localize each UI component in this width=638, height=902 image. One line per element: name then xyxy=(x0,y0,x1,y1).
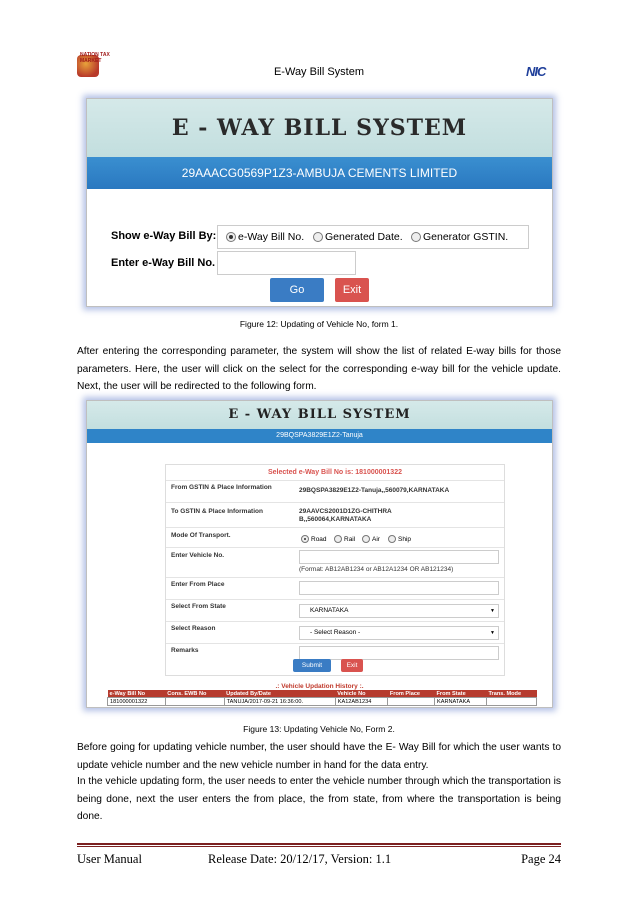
exit-button[interactable]: Exit xyxy=(341,659,363,672)
radio-rail[interactable]: Rail xyxy=(334,535,355,543)
table-cell: KARNATAKA xyxy=(435,698,487,706)
show-by-radio-group xyxy=(217,225,529,249)
table-row xyxy=(108,698,537,706)
column-header: e-Way Bill No xyxy=(108,690,166,698)
table-cell: KA12AB1234 xyxy=(335,698,388,706)
radio-generated-date[interactable]: Generated Date. xyxy=(313,231,403,243)
enter-ewaybill-label: Enter e-Way Bill No. xyxy=(111,257,216,269)
app-title: E - WAY BILL SYSTEM xyxy=(171,115,468,141)
radio-selected-icon xyxy=(226,232,236,242)
radio-icon xyxy=(334,535,342,543)
footer-release: Release Date: 20/12/17, Version: 1.1 xyxy=(208,852,392,866)
footer-manual: User Manual xyxy=(77,852,142,866)
radio-icon xyxy=(313,232,323,242)
mode-label: Mode Of Transport. xyxy=(171,532,231,539)
app-banner xyxy=(87,401,552,429)
reason-row xyxy=(166,621,504,642)
radio-ewaybill-no[interactable]: e-Way Bill No. xyxy=(226,231,304,243)
reason-select[interactable] xyxy=(299,626,499,640)
from-state-value: KARNATAKA xyxy=(310,607,349,614)
dropdown-arrow-icon: ▼ xyxy=(490,608,495,614)
reason-value: - Select Reason - xyxy=(310,629,361,636)
table-cell: 181000001322 xyxy=(108,698,166,706)
screenshot-form-2 xyxy=(86,400,553,708)
vehicle-row xyxy=(166,547,504,576)
from-state-label: Select From State xyxy=(171,603,226,610)
gstin-bar: 29BQSPA3829E1Z2-Tanuja xyxy=(87,429,552,443)
from-label: From GSTIN & Place Information xyxy=(171,484,272,491)
paragraph-1: After entering the corresponding parameter, the system will show the list of related E-way bills for those parameters. Here, the user will click on the select for the corresponding e-way bill for the vehicle update. Next, the user will be redirected to the following form. xyxy=(77,346,561,392)
footer-divider xyxy=(77,843,561,845)
from-place-label: Enter From Place xyxy=(171,581,225,588)
radio-selected-icon xyxy=(301,535,309,543)
radio-road[interactable]: Road xyxy=(301,535,327,543)
table-cell: TANUJA/2017-09-21 16:36:00. xyxy=(224,698,335,706)
mode-row xyxy=(166,527,504,546)
table-cell xyxy=(486,698,536,706)
history-title: .: Vehicle Updation History :. xyxy=(275,683,364,690)
radio-icon xyxy=(388,535,396,543)
column-header: Updated By/Date xyxy=(224,690,335,698)
table-cell xyxy=(165,698,224,706)
to-value-line2: B,,560064,KARNATAKA xyxy=(299,516,372,523)
table-header-row xyxy=(108,690,537,698)
remarks-input[interactable] xyxy=(299,646,499,660)
remarks-row xyxy=(166,643,504,666)
vehicle-format-hint: (Format: AB12AB1234 or AB12A1234 OR AB121234) xyxy=(299,566,454,573)
ewaybill-no-input[interactable] xyxy=(217,251,356,275)
from-place-row xyxy=(166,577,504,598)
figure-13-caption: Figure 13: Updating Vehicle No, Form 2. xyxy=(243,724,395,734)
show-by-label: Show e-Way Bill By: xyxy=(111,230,217,242)
column-header: Trans. Mode xyxy=(486,690,536,698)
radio-generator-gstin[interactable]: Generator GSTIN. xyxy=(411,231,508,243)
column-header: From Place xyxy=(388,690,435,698)
logo-text: NATION TAX MARKET xyxy=(80,52,110,64)
to-row xyxy=(166,502,504,525)
radio-ship[interactable]: Ship xyxy=(388,535,411,543)
to-value-line1: 29AAVCS2001D1ZG-CHITHRA xyxy=(299,508,392,515)
from-state-select[interactable] xyxy=(299,604,499,618)
radio-icon xyxy=(362,535,370,543)
app-banner xyxy=(87,99,552,157)
column-header: From State xyxy=(435,690,487,698)
column-header: Vehicle No xyxy=(335,690,388,698)
vehicle-label: Enter Vehicle No. xyxy=(171,552,225,559)
selected-ewaybill: Selected e-Way Bill No is: 181000001322 xyxy=(268,469,402,476)
from-state-row xyxy=(166,599,504,620)
dropdown-arrow-icon: ▼ xyxy=(490,630,495,636)
app-title: E - WAY BILL SYSTEM xyxy=(228,407,411,422)
gstin-bar: 29AAACG0569P1Z3-AMBUJA CEMENTS LIMITED xyxy=(87,157,552,189)
table-cell xyxy=(388,698,435,706)
remarks-label: Remarks xyxy=(171,647,199,654)
submit-button[interactable]: Submit xyxy=(293,659,331,672)
from-value: 29BQSPA3829E1Z2-Tanuja,,560079,KARNATAKA xyxy=(299,487,450,494)
vehicle-update-form xyxy=(165,464,505,676)
header-title: E-Way Bill System xyxy=(273,66,365,78)
radio-air[interactable]: Air xyxy=(362,535,380,543)
footer-page: Page 24 xyxy=(521,852,561,866)
from-row xyxy=(166,480,504,501)
screenshot-form-1 xyxy=(86,98,553,307)
column-header: Cons. EWB No xyxy=(165,690,224,698)
vehicle-history-table xyxy=(107,690,537,706)
exit-button[interactable]: Exit xyxy=(335,278,369,302)
go-button[interactable]: Go xyxy=(270,278,324,302)
footer-divider-thin xyxy=(77,846,561,847)
paragraph-2: Before going for updating vehicle number, the user should have the E- Way Bill for which the user wants to update vehicle number and the new vehicle number in hand for the data entry. xyxy=(77,742,561,771)
to-label: To GSTIN & Place Information xyxy=(171,508,263,515)
reason-label: Select Reason xyxy=(171,625,216,632)
paragraph-3: In the vehicle updating form, the user needs to enter the vehicle number through which the transportation is being done, next the user enters the from place, the from state, from where the transportation is being done. xyxy=(77,776,561,822)
from-place-input[interactable] xyxy=(299,581,499,595)
vehicle-no-input[interactable] xyxy=(299,550,499,564)
radio-icon xyxy=(411,232,421,242)
nic-logo: NIC xyxy=(526,64,546,79)
figure-12-caption: Figure 12: Updating of Vehicle No, form 1. xyxy=(239,319,399,329)
